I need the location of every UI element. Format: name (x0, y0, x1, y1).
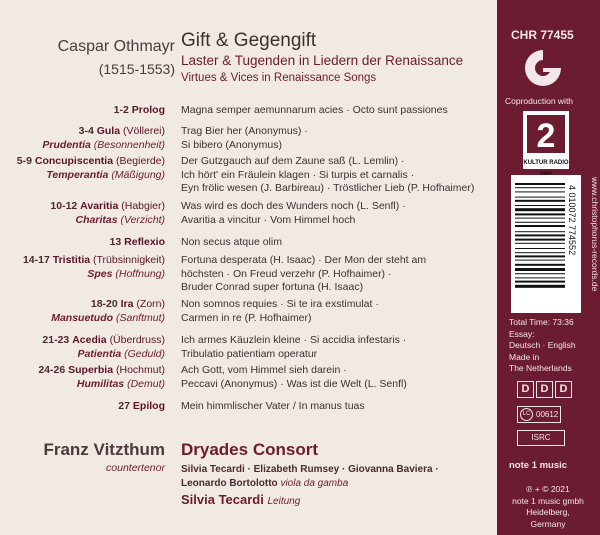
members-line-2: Leonardo Bortolotto (181, 477, 278, 489)
track-title-line: Ach Gott, vom Himmel sieh darein · (181, 364, 347, 376)
track-numbers: 18-20 (90, 298, 118, 310)
made-in-label: Made in (509, 351, 540, 362)
isrc-badge: ISRC (517, 430, 565, 446)
essay-languages: Deutsch · English (509, 340, 576, 350)
director-role: Leitung (267, 496, 301, 507)
track-numbers: 1-2 (113, 104, 129, 116)
track-title-line: Magna semper aemunnarum acies · Octo sunt passiones (181, 104, 448, 116)
vice-name: Gula (96, 125, 121, 137)
track-titles (181, 155, 474, 196)
track-titles (181, 298, 379, 325)
country: The Netherlands (509, 363, 572, 373)
srf-kultur-logo-icon (523, 111, 569, 157)
copyright: ℗ + © 2021 (526, 484, 570, 494)
track-title-line: Ich hört' ein Fräulein klagen · Si turpis et carnalis · (181, 168, 415, 181)
virtue-gloss: (Mäßigung) (111, 168, 165, 181)
track-titles (181, 104, 448, 118)
vice-gloss: (Habgier) (121, 200, 165, 212)
track-title-line: Non somnos requies · Si te ira exstimulat · (181, 298, 379, 310)
virtue-name: Patientia (77, 347, 122, 360)
company: note 1 music gmbh (512, 495, 584, 506)
virtue-name: Spes (87, 267, 113, 280)
subtitle-german: Laster & Tugenden in Liedern der Renaissance (181, 53, 464, 68)
composer-block (58, 36, 175, 80)
sidebar (497, 0, 600, 535)
virtue-gloss: (Demut) (127, 377, 165, 390)
vice-name: Ira (120, 298, 134, 310)
vice-name: Avaritia (80, 200, 119, 212)
vice-gloss: (Völlerei) (122, 125, 165, 137)
vice-name: Superbia (68, 364, 114, 376)
track-label (42, 334, 165, 361)
track-title-line: Ich armes Käuzlein kleine · Si accidia infestaris · (181, 334, 407, 346)
virtue-name: Prudentia (42, 138, 91, 151)
vice-gloss: (Zorn) (136, 298, 165, 310)
ddd-code (517, 381, 574, 398)
lc-number: 00612 (536, 410, 559, 419)
track-label (118, 400, 165, 414)
composer-dates: (1515-1553) (98, 61, 175, 77)
track-titles (181, 364, 407, 391)
barcode (511, 175, 581, 313)
track-title-line: Bruder Conrad super fortuna (H. Isaac) (181, 281, 364, 293)
vice-name: Concupiscentia (34, 155, 114, 167)
soloist-role: countertenor (106, 462, 165, 474)
ensemble-director (181, 492, 439, 507)
track-label (23, 254, 165, 281)
track-title-line: Peccavi (Anonymus) · Was ist die Welt (L. Senfl) (181, 377, 407, 390)
vice-name: Prolog (131, 104, 165, 116)
total-time: Total Time: 73:36 (509, 317, 574, 327)
subtitle-english: Virtues & Vices in Renaissance Songs (181, 72, 377, 84)
members-instrument: viola da gamba (280, 477, 349, 489)
barcode-icon (511, 175, 581, 313)
track-title-line: höchsten · On Freud verzehr (P. Hofhaimer) · (181, 267, 392, 280)
ddd-letter-3: D (555, 381, 572, 398)
track-numbers: 13 (109, 236, 122, 248)
soloist-name: Franz Vitzthum (43, 440, 165, 459)
virtue-gloss: (Sanftmut) (115, 311, 165, 324)
track-title-line: Mein himmlischer Vater / In manus tuas (181, 400, 365, 412)
track-label (110, 236, 165, 250)
virtue-gloss: (Geduld) (124, 347, 165, 360)
vice-name: Acedia (72, 334, 107, 346)
city: Heidelberg, Germany (526, 507, 570, 529)
track-numbers: 24-26 (38, 364, 66, 376)
label-code (517, 406, 561, 423)
virtue-name: Charitas (75, 213, 118, 226)
track-titles (181, 254, 426, 295)
album-title: Gift & Gegengift (181, 30, 317, 51)
christophorus-logo-icon (523, 48, 569, 88)
note1-logo: note 1 music (509, 460, 568, 471)
track-title-line: Was wird es doch des Wunders noch (L. Senfl) · (181, 200, 406, 212)
track-numbers: 27 (118, 400, 130, 412)
track-label (42, 125, 165, 152)
ensemble-block (181, 440, 439, 507)
catalog-number: CHR 77455 (511, 28, 574, 42)
track-label (50, 200, 165, 227)
virtue-name: Mansuetudo (51, 311, 114, 324)
track-title-line: Trag Bier her (Anonymus) · (181, 125, 308, 137)
track-title-line: Tribulatio patientiam operatur (181, 347, 318, 360)
track-label (51, 298, 165, 325)
vice-name: Epilog (132, 400, 165, 412)
track-title-line: Eyn frölic wesen (J. Barbireau) · Tröstlicher Lieb (P. Hofhaimer) (181, 182, 475, 194)
srf-label: KULTUR RADIO (523, 157, 569, 169)
track-titles (181, 125, 308, 152)
svg-text:www.christophorus-records.de: www.christophorus-records.de (590, 177, 600, 292)
track-numbers: 5-9 (16, 155, 32, 167)
composer-name: Caspar Othmayr (57, 38, 175, 55)
ensemble-members (181, 463, 439, 490)
track-title-line: Carmen in re (P. Hofhaimer) (181, 311, 312, 324)
track-title-line: Si bibero (Anonymus) (181, 138, 282, 151)
vice-gloss: (Überdruss) (109, 334, 165, 346)
soloist-block (43, 440, 165, 474)
vice-name: Tristitia (52, 254, 91, 266)
release-info (509, 317, 576, 375)
track-titles (181, 400, 365, 414)
coproduction-label: Coproduction with (505, 96, 574, 106)
track-numbers: 21-23 (42, 334, 70, 346)
website-url (583, 175, 600, 313)
director-name: Silvia Tecardi (181, 492, 264, 507)
virtue-name: Humilitas (76, 377, 125, 390)
track-numbers: 3-4 (78, 125, 94, 137)
track-title-line: Avaritia a vincitur · Vom Himmel hoch (181, 213, 356, 226)
track-title-line: Der Gutzgauch auf dem Zaune saß (L. Lemlin) · (181, 155, 405, 167)
virtue-name: Temperantia (46, 168, 109, 181)
vice-gloss: (Begierde) (115, 155, 165, 167)
vice-gloss: (Trübsinnigkeit) (93, 254, 165, 266)
track-label (114, 104, 165, 118)
track-label (38, 364, 165, 391)
track-titles (181, 200, 406, 227)
track-label (17, 155, 165, 182)
ensemble-name: Dryades Consort (181, 440, 318, 459)
members-line-1: Silvia Tecardi · Elizabeth Rumsey · Giovanna Baviera · (181, 464, 439, 475)
track-numbers: 10-12 (50, 200, 78, 212)
barcode-digits: 4 010072 774552 (567, 185, 577, 256)
track-title-line: Fortuna desperata (H. Isaac) · Der Mon der steht am (181, 254, 427, 266)
ddd-letter-2: D (536, 381, 553, 398)
virtue-gloss: (Hoffnung) (115, 267, 165, 280)
lc-icon: LC (520, 408, 533, 421)
essay-label: Essay: (509, 328, 535, 339)
virtue-gloss: (Besonnenheit) (93, 138, 165, 151)
virtue-gloss: (Verzicht) (120, 213, 165, 226)
track-title-line: Non secus atque olim (181, 236, 282, 248)
track-titles (181, 334, 406, 361)
track-numbers: 14-17 (22, 254, 50, 266)
ddd-letter-1: D (517, 381, 534, 398)
track-titles (181, 236, 282, 250)
copyright-block (509, 484, 587, 530)
vice-gloss: (Hochmut) (115, 364, 165, 376)
svg-text:2: 2 (536, 117, 556, 155)
vice-name: Reflexio (124, 236, 165, 248)
